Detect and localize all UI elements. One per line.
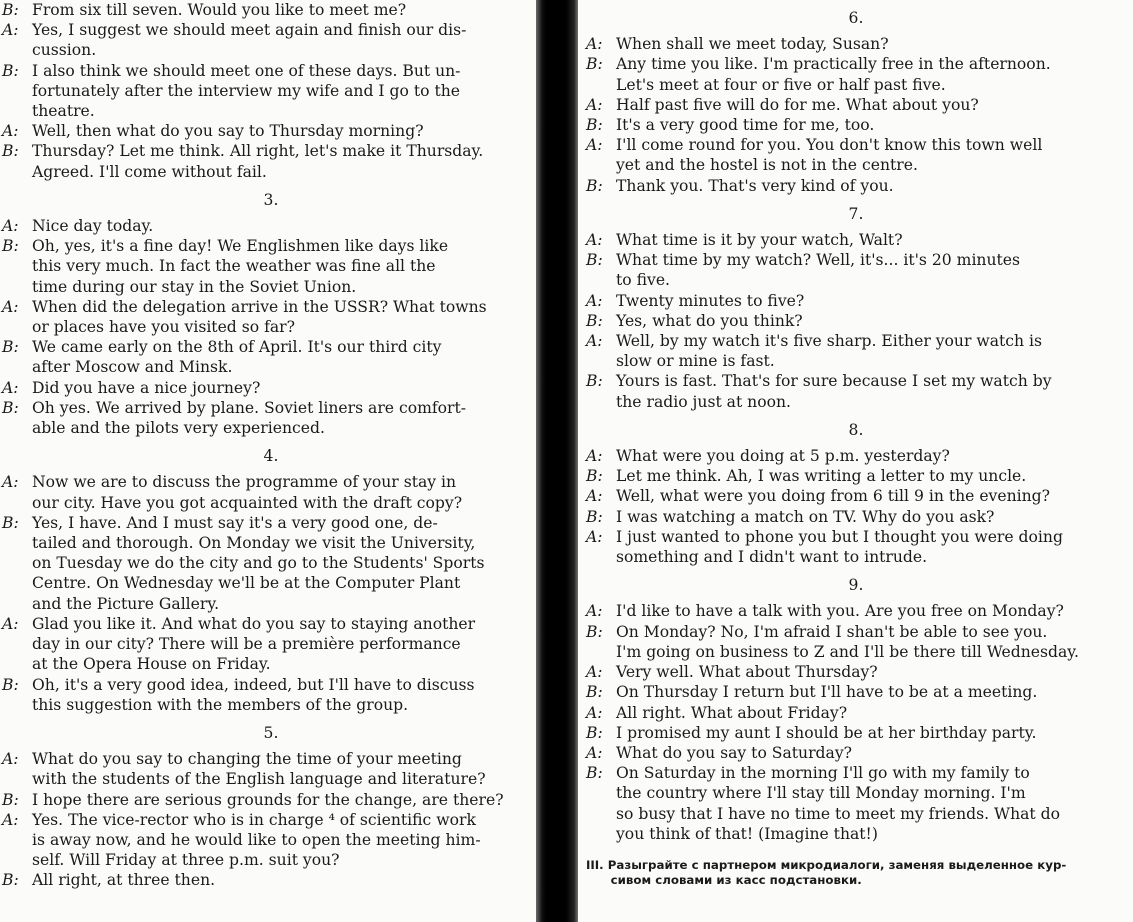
speaker-label: B: <box>586 683 603 702</box>
dialogue-line <box>2 236 540 256</box>
speaker-label: B: <box>2 338 19 357</box>
dialogue-line <box>2 317 540 337</box>
dialogue-text: Nice day today. <box>32 217 154 236</box>
dialogue-line <box>2 121 540 141</box>
dialogue-number: 8. <box>848 420 864 439</box>
dialogue-text: What time by my watch? Well, it's... it's 20 minutes <box>616 251 1021 270</box>
dialogue-line <box>586 392 1126 412</box>
dialogue-line <box>2 573 540 593</box>
dialogue-line <box>2 472 540 492</box>
dialogue-text: What time is it by your watch, Walt? <box>616 231 903 250</box>
dialogue-text: Well, by my watch it's five sharp. Either your watch is <box>616 332 1043 351</box>
dialogue-line <box>586 54 1126 74</box>
dialogue-line <box>2 594 540 614</box>
dialogue-line <box>2 830 540 850</box>
dialogue-line <box>2 850 540 870</box>
dialogue-text: Oh, it's a very good idea, indeed, but I'll have to discuss <box>32 675 475 694</box>
dialogue-text: Centre. On Wednesday we'll be at the Computer Plant <box>32 574 461 593</box>
dialogue-text: Glad you like it. And what do you say to staying another <box>32 614 476 633</box>
dialogue-line <box>586 351 1126 371</box>
dialogue-turn <box>586 527 1126 567</box>
dialogue-line <box>586 331 1126 351</box>
dialogue-number: 6. <box>848 9 864 27</box>
dialogue-turn <box>586 507 1126 527</box>
dialogue-line <box>586 291 1126 311</box>
speaker-label: B: <box>586 116 603 135</box>
dialogue-text: When shall we meet today, Susan? <box>616 35 889 54</box>
dialogue-text: On Monday? No, I'm afraid I shan't be able to see you. <box>616 622 1048 641</box>
dialogue-line <box>586 95 1126 115</box>
speaker-label: A: <box>586 291 603 310</box>
dialogue-line <box>586 34 1126 54</box>
dialogue-section <box>2 749 540 890</box>
speaker-label: B: <box>586 622 603 641</box>
dialogue-turn <box>586 311 1126 331</box>
dialogue-line <box>2 654 540 674</box>
dialogue-turn <box>2 297 540 337</box>
dialogue-text: with the students of the English language and literature? <box>32 770 486 789</box>
dialogue-turn <box>586 135 1126 175</box>
dialogue-text: tailed and thorough. On Monday we visit the University, <box>32 534 476 553</box>
speaker-label: A: <box>586 602 603 621</box>
dialogue-text: fortunately after the interview my wife and I go to the <box>32 81 461 100</box>
left-page <box>0 0 540 922</box>
speaker-label: A: <box>586 447 603 466</box>
dialogue-line <box>586 446 1126 466</box>
dialogue-text: yet and the hostel is not in the centre. <box>616 156 918 175</box>
dialogue-text: is away now, and he would like to open the meeting him- <box>32 830 481 849</box>
dialogue-line <box>2 749 540 769</box>
dialogue-text: slow or mine is fast. <box>616 352 775 371</box>
dialogue-line <box>586 250 1126 270</box>
speaker-label: A: <box>586 231 603 250</box>
dialogue-number: 3. <box>263 190 279 209</box>
dialogue-line <box>2 493 540 513</box>
dialogue-line <box>586 155 1126 175</box>
dialogue-text: I'll come round for you. You don't know this town well <box>616 136 1043 155</box>
dialogue-turn <box>2 236 540 297</box>
dialogue-line <box>2 277 540 297</box>
speaker-label: B: <box>586 251 603 270</box>
speaker-label: B: <box>586 311 603 330</box>
dialogue-text: All right. What about Friday? <box>616 703 848 722</box>
speaker-label: A: <box>2 378 19 397</box>
dialogue-text: Any time you like. I'm practically free in the afternoon. <box>616 55 1051 74</box>
dialogue-text: the country where I'll stay till Monday morning. I'm <box>616 784 1026 803</box>
dialogue-text: you think of that! (Imagine that!) <box>616 824 878 843</box>
dialogue-line <box>586 527 1126 547</box>
dialogue-line <box>2 870 540 890</box>
dialogue-turn <box>2 749 540 789</box>
speaker-label: A: <box>586 35 603 54</box>
speaker-label: B: <box>2 790 19 809</box>
dialogue-line <box>586 466 1126 486</box>
dialogue-number: 4. <box>263 447 279 466</box>
dialogue-line <box>2 297 540 317</box>
dialogue-text: It's a very good time for me, too. <box>616 116 875 135</box>
dialogue-text: Oh yes. We arrived by plane. Soviet liners are comfort- <box>32 398 467 417</box>
dialogue-text: Now we are to discuss the programme of your stay in <box>32 473 457 492</box>
dialogue-line <box>586 662 1126 682</box>
speaker-label: B: <box>586 764 603 783</box>
dialogue-line <box>586 783 1126 803</box>
dialogue-number: 9. <box>848 576 864 595</box>
dialogue-line <box>586 270 1126 290</box>
dialogue-text: I was watching a match on TV. Why do you ask? <box>616 507 995 526</box>
dialogue-text: Yes, what do you think? <box>616 311 803 330</box>
dialogue-text: On Saturday in the morning I'll go with my family to <box>616 764 1030 783</box>
speaker-label: A: <box>2 217 19 236</box>
dialogue-line <box>2 769 540 789</box>
dialogue-text: this very much. In fact the weather was fine all the <box>32 257 436 276</box>
dialogue-line <box>586 622 1126 642</box>
dialogue-turn <box>586 250 1126 290</box>
speaker-label: B: <box>586 55 603 74</box>
dialogue-turn <box>2 20 540 60</box>
dialogue-text: Thursday? Let me think. All right, let's make it Thursday. <box>32 142 484 161</box>
dialogue-line <box>586 135 1126 155</box>
dialogue-turn <box>2 614 540 675</box>
speaker-label: B: <box>586 372 603 391</box>
dialogue-line <box>2 256 540 276</box>
speaker-label: A: <box>586 663 603 682</box>
dialogue-line <box>586 311 1126 331</box>
dialogue-turn <box>2 870 540 890</box>
dialogue-text: What do you say to Saturday? <box>616 743 852 762</box>
dialogue-text: Yes. The vice-rector who is in charge ⁴ of scientific work <box>32 810 476 829</box>
right-page <box>578 0 1133 922</box>
dialogue-line <box>2 790 540 810</box>
dialogue-text: or places have you visited so far? <box>32 318 295 337</box>
dialogue-text: Yes, I have. And I must say it's a very good one, de- <box>32 513 438 532</box>
dialogue-line <box>586 804 1126 824</box>
dialogue-text: We came early on the 8th of April. It's our third city <box>32 338 442 357</box>
speaker-label: A: <box>2 21 19 40</box>
dialogue-turn <box>2 790 540 810</box>
speaker-label: A: <box>2 297 19 316</box>
dialogue-turn <box>2 810 540 871</box>
dialogue-line <box>2 378 540 398</box>
dialogue-text: I hope there are serious grounds for the change, are there? <box>32 790 504 809</box>
dialogue-turn <box>2 121 540 141</box>
dialogue-text: I promised my aunt I should be at her birthday party. <box>616 723 1037 742</box>
speaker-label: A: <box>586 487 603 506</box>
dialogue-line <box>2 20 540 40</box>
dialogue-turn <box>586 723 1126 743</box>
dialogue-text: What do you say to changing the time of your meeting <box>32 750 462 769</box>
speaker-label: A: <box>586 95 603 114</box>
speaker-label: B: <box>2 675 19 694</box>
dialogue-text: to five. <box>616 271 671 290</box>
dialogue-line <box>2 40 540 60</box>
dialogue-turn <box>586 291 1126 311</box>
dialogue-text: our city. Have you got acquainted with the draft copy? <box>32 493 463 512</box>
dialogue-text: All right, at three then. <box>32 871 216 890</box>
left-column <box>2 0 540 891</box>
dialogue-line <box>2 0 540 20</box>
dialogue-line <box>586 763 1126 783</box>
dialogue-line <box>586 371 1126 391</box>
exercise-instruction <box>586 858 1126 888</box>
dialogue-turn <box>2 472 540 512</box>
dialogue-text: On Thursday I return but I'll have to be at a meeting. <box>616 683 1038 702</box>
speaker-label: B: <box>586 176 603 195</box>
right-column <box>586 0 1126 888</box>
dialogue-line <box>2 810 540 830</box>
dialogue-line <box>2 337 540 357</box>
dialogue-text: the radio just at noon. <box>616 392 792 411</box>
speaker-label: B: <box>2 1 19 19</box>
dialogue-text: Well, then what do you say to Thursday morning? <box>32 122 424 141</box>
dialogue-text: self. Will Friday at three p.m. suit you? <box>32 851 340 870</box>
dialogue-turn <box>2 513 540 614</box>
dialogue-turn <box>2 337 540 377</box>
dialogue-text: Very well. What about Thursday? <box>616 663 878 682</box>
speaker-label: B: <box>2 871 19 890</box>
dialogue-text: so busy that I have no time to meet my friends. What do <box>616 804 1061 823</box>
dialogue-number: 7. <box>848 204 864 223</box>
dialogue-text: I'd like to have a talk with you. Are you free on Monday? <box>616 602 1064 621</box>
dialogue-line <box>586 743 1126 763</box>
dialogue-line <box>586 703 1126 723</box>
dialogue-text: Let's meet at four or five or half past five. <box>616 75 946 94</box>
dialogue-line <box>2 634 540 654</box>
dialogue-text: on Tuesday we do the city and go to the Students' Sports <box>32 554 485 573</box>
book-spine-shadow <box>536 0 580 922</box>
dialogue-line <box>2 141 540 161</box>
dialogue-line <box>586 547 1126 567</box>
dialogue-text: I just wanted to phone you but I thought you were doing <box>616 527 1063 546</box>
dialogue-text: When did the delegation arrive in the USSR? What towns <box>32 297 487 316</box>
dialogue-turn <box>586 176 1126 196</box>
speaker-label: B: <box>586 507 603 526</box>
dialogue-turn <box>586 486 1126 506</box>
dialogue-turn <box>2 378 540 398</box>
speaker-label: B: <box>2 142 19 161</box>
dialogue-line <box>586 642 1126 662</box>
dialogue-turn <box>586 95 1126 115</box>
dialogue-text: Thank you. That's very kind of you. <box>616 176 894 195</box>
dialogue-turn <box>586 371 1126 411</box>
dialogue-turn <box>586 622 1126 662</box>
dialogue-line <box>586 75 1126 95</box>
dialogue-text: Yes, I suggest we should meet again and finish our dis- <box>32 21 467 40</box>
dialogue-text: Yours is fast. That's for sure because I set my watch by <box>616 372 1052 391</box>
dialogue-line <box>2 61 540 81</box>
dialogue-text: I also think we should meet one of these days. But un- <box>32 61 461 80</box>
dialogue-turn <box>2 61 540 122</box>
speaker-label: A: <box>2 473 19 492</box>
dialogue-text: Let me think. Ah, I was writing a letter to my uncle. <box>616 467 1027 486</box>
dialogue-line <box>2 162 540 182</box>
dialogue-section <box>2 216 540 438</box>
dialogue-line <box>2 216 540 236</box>
dialogue-text: and the Picture Gallery. <box>32 594 220 613</box>
dialogue-line <box>2 357 540 377</box>
dialogue-turn <box>586 466 1126 486</box>
speaker-label: B: <box>586 723 603 742</box>
speaker-label: A: <box>586 136 603 155</box>
dialogue-line <box>586 824 1126 844</box>
dialogue-turn <box>586 34 1126 54</box>
speaker-label: A: <box>586 527 603 546</box>
dialogue-text: at the Opera House on Friday. <box>32 655 271 674</box>
dialogue-text: What were you doing at 5 p.m. yesterday? <box>616 447 950 466</box>
dialogue-turn <box>2 675 540 715</box>
dialogue-text: day in our city? There will be a première performance <box>32 635 461 654</box>
dialogue-line <box>586 682 1126 702</box>
dialogue-line <box>2 101 540 121</box>
dialogue-line <box>586 723 1126 743</box>
instruction-line: сивом словами из касс подстановки. <box>586 872 862 887</box>
dialogue-text: Half past five will do for me. What about you? <box>616 95 979 114</box>
dialogue-line <box>2 553 540 573</box>
speaker-label: A: <box>2 122 19 141</box>
dialogue-line <box>586 486 1126 506</box>
dialogue-section <box>586 34 1126 196</box>
speaker-label: A: <box>2 810 19 829</box>
speaker-label: A: <box>2 614 19 633</box>
dialogue-text: Well, what were you doing from 6 till 9 in the evening? <box>616 487 1050 506</box>
dialogue-line <box>2 695 540 715</box>
speaker-label: A: <box>2 750 19 769</box>
dialogue-text: cussion. <box>32 41 97 60</box>
dialogue-line <box>586 115 1126 135</box>
dialogue-text: Did you have a nice journey? <box>32 378 261 397</box>
dialogue-turn <box>2 398 540 438</box>
dialogue-text: this suggestion with the members of the group. <box>32 695 409 714</box>
dialogue-turn <box>586 601 1126 621</box>
dialogue-turn <box>586 54 1126 94</box>
dialogue-turn <box>586 115 1126 135</box>
speaker-label: A: <box>586 332 603 351</box>
dialogue-text: Oh, yes, it's a fine day! We Englishmen like days like <box>32 237 449 256</box>
speaker-label: B: <box>2 513 19 532</box>
dialogue-turn <box>586 763 1126 844</box>
dialogue-section <box>2 472 540 714</box>
dialogue-turn <box>2 141 540 181</box>
dialogue-line <box>2 533 540 553</box>
dialogue-turn <box>586 743 1126 763</box>
speaker-label: B: <box>586 467 603 486</box>
dialogue-turn <box>586 703 1126 723</box>
dialogue-turn <box>586 682 1126 702</box>
dialogue-line <box>2 513 540 533</box>
dialogue-number: 5. <box>263 723 279 742</box>
dialogue-line <box>586 601 1126 621</box>
dialogue-line <box>586 230 1126 250</box>
speaker-label: A: <box>586 743 603 762</box>
dialogue-section <box>586 601 1126 843</box>
dialogue-text: time during our stay in the Soviet Union. <box>32 277 357 296</box>
dialogue-turn <box>586 446 1126 466</box>
dialogue-text: theatre. <box>32 102 95 121</box>
dialogue-turn <box>2 0 540 20</box>
dialogue-text: I'm going on business to Z and I'll be there till Wednesday. <box>616 642 1079 661</box>
dialogue-turn <box>2 216 540 236</box>
speaker-label: A: <box>586 703 603 722</box>
dialogue-line <box>2 614 540 634</box>
instruction-line: III. Разыграйте с партнером микродиалоги, заменяя выделенное кур- <box>586 857 1067 872</box>
dialogue-section <box>586 230 1126 412</box>
dialogue-line <box>2 81 540 101</box>
dialogue-line <box>2 418 540 438</box>
dialogue-text: From six till seven. Would you like to meet me? <box>32 1 407 19</box>
dialogue-line <box>586 507 1126 527</box>
dialogue-turn <box>586 331 1126 371</box>
speaker-label: B: <box>2 237 19 256</box>
dialogue-line <box>2 675 540 695</box>
dialogue-text: something and I didn't want to intrude. <box>616 548 928 567</box>
speaker-label: B: <box>2 61 19 80</box>
dialogue-turn <box>586 662 1126 682</box>
speaker-label: B: <box>2 398 19 417</box>
dialogue-text: after Moscow and Minsk. <box>32 358 233 377</box>
dialogue-text: able and the pilots very experienced. <box>32 419 325 438</box>
dialogue-turn <box>586 230 1126 250</box>
dialogue-text: Twenty minutes to five? <box>616 291 805 310</box>
dialogue-text: Agreed. I'll come without fail. <box>32 162 267 181</box>
dialogue-section <box>586 446 1126 567</box>
dialogue-line <box>2 398 540 418</box>
dialogue-line <box>586 176 1126 196</box>
